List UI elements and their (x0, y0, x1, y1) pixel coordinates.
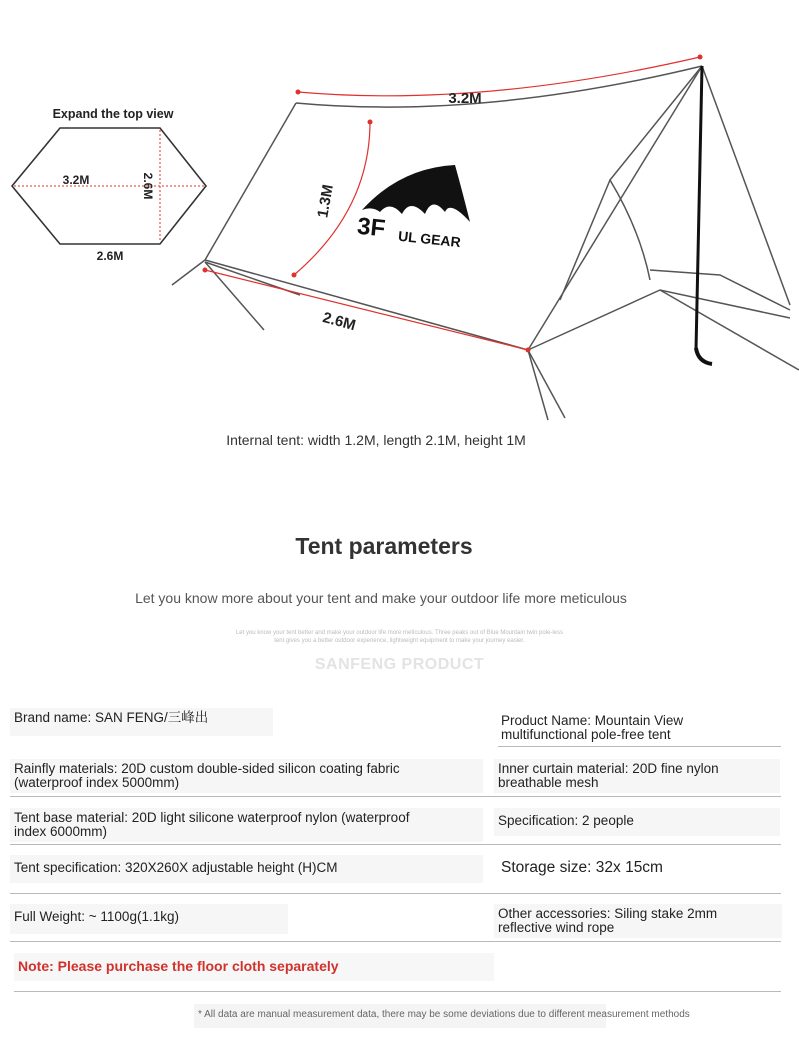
param-tent-base: Tent base material: 20D light silicone waterproof nylon (waterproof index 6000mm) (10, 808, 483, 842)
row-divider (10, 796, 781, 797)
logo-sub: UL GEAR (397, 227, 462, 251)
row-divider (10, 941, 781, 942)
row-divider (14, 991, 781, 992)
top-view-base-label: 2.6M (96, 249, 124, 263)
ridge-end-dot (698, 55, 703, 60)
measurement-footnote: * All data are manual measurement data, there may be some deviations due to different measurement methods (194, 1004, 606, 1028)
param-inner-curtain: Inner curtain material: 20D fine nylon breathable mesh (494, 759, 780, 793)
param-tent-specification: Tent specification: 320X260X adjustable height (H)CM (10, 855, 483, 883)
top-view-hexagon (12, 128, 206, 244)
param-accessories: Other accessories: Siling stake 2mm reflective wind rope (494, 904, 782, 938)
row-divider (498, 746, 781, 747)
section-title: Tent parameters (295, 533, 473, 559)
ridge-start-dot (296, 90, 301, 95)
param-brand: Brand name: SAN FENG/三峰出 (10, 708, 273, 736)
param-storage-size: Storage size: 32x 15cm (501, 859, 663, 876)
brand-watermark: SANFENG PRODUCT (314, 656, 485, 673)
logo-main: 3F (355, 212, 387, 243)
floor-cloth-note: Note: Please purchase the floor cloth separately (14, 953, 494, 981)
base-start-dot (203, 268, 208, 273)
row-divider (10, 844, 781, 845)
base-length-label: 2.6M (320, 309, 358, 335)
ridge-length-label: 3.2M (448, 90, 482, 107)
top-view-depth-label: 2.6M (141, 172, 155, 200)
base-end-dot (526, 348, 531, 353)
param-product-name: Product Name: Mountain View multifunctional pole-free tent (501, 713, 684, 742)
row-divider (10, 893, 781, 894)
faint-description-line-2: tent gives you a better outdoor experience, lightweight equipment to make your journey easier. (274, 638, 525, 644)
top-view-label: Expand the top view (52, 107, 174, 121)
internal-tent-caption: Internal tent: width 1.2M, length 2.1M, height 1M (226, 432, 526, 448)
faint-description-line-1: Let you know your tent better and make your outdoor life more meticulous. Three peaks out of Blue Mountain twin pole-less (235, 630, 564, 636)
side-end-dot (292, 273, 297, 278)
logo-wing-icon (362, 165, 470, 222)
tent-outline (172, 66, 799, 420)
tent-diagram (0, 0, 799, 470)
param-full-weight: Full Weight: ~ 1100g(1.1kg) (10, 904, 288, 934)
brand-logo (356, 165, 470, 250)
top-view-width-label: 3.2M (62, 173, 90, 187)
side-height-label: 1.3M (314, 183, 337, 220)
param-specification: Specification: 2 people (494, 808, 780, 836)
section-subtitle: Let you know more about your tent and make your outdoor life more meticulous (135, 590, 627, 606)
side-start-dot (368, 120, 373, 125)
param-rainfly: Rainfly materials: 20D custom double-sided silicon coating fabric (waterproof index 5000mm) (10, 759, 483, 793)
